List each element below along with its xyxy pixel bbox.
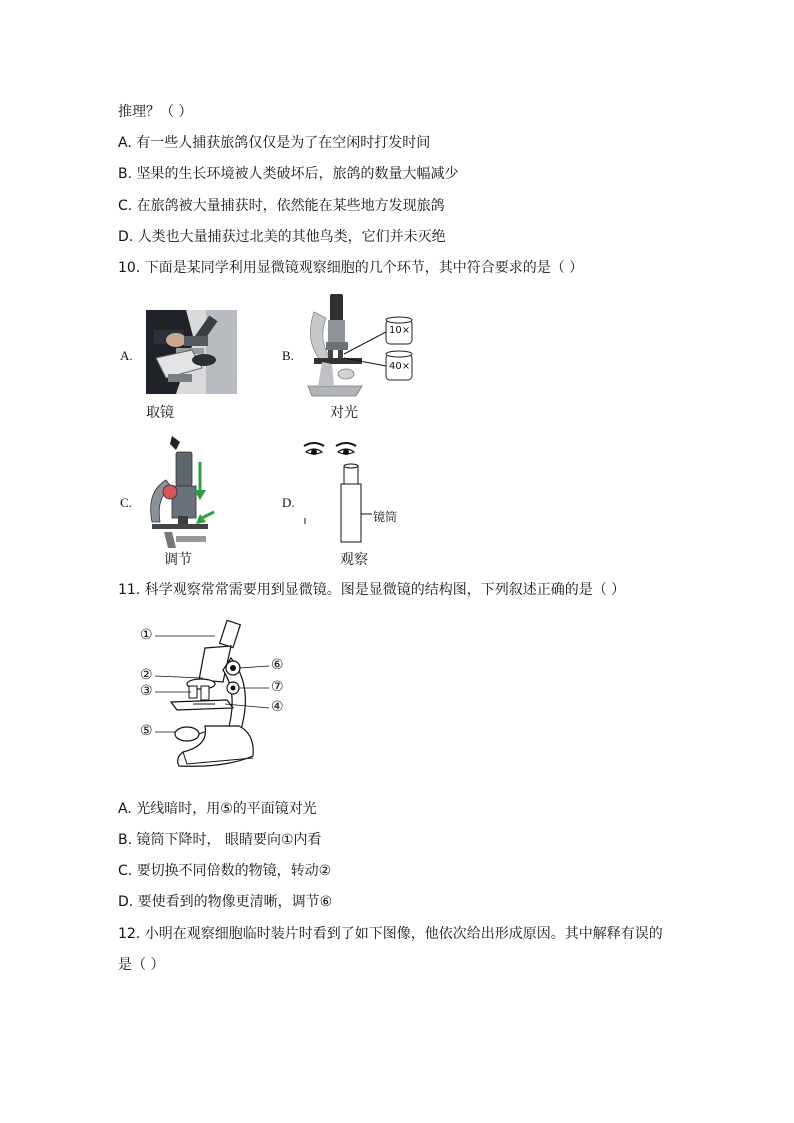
q11-option-b: B. 镜筒下降时， 眼睛要向①内看 (118, 832, 322, 848)
figure-observe (300, 438, 410, 546)
q9-option-d: D. 人类也大量捕获过北美的其他鸟类，它们并未灭绝 (118, 229, 446, 245)
q10-letter-a: A. (120, 348, 133, 363)
q10-letter-d: D. (282, 495, 295, 510)
caption-b: 对光 (330, 405, 358, 421)
q11-option-c: C. 要切换不同倍数的物镜，转动② (118, 863, 332, 879)
q10-stem: 10. 下面是某同学利用显微镜观察细胞的几个环节，其中符合要求的是（ ） (118, 260, 584, 276)
marker-4: ④ (271, 699, 284, 715)
lens-label-40x: 40× (389, 361, 411, 372)
q10-letter-c: C. (120, 495, 132, 510)
q10-letter-b: B. (282, 348, 294, 363)
figure-light-adjust (300, 292, 420, 398)
marker-7: ⑦ (271, 679, 284, 695)
q11-stem: 11. 科学观察常常需要用到显微镜。图是显微镜的结构图，下列叙述正确的是（ ） (118, 582, 626, 598)
q12-stem-line1: 12. 小明在观察细胞临时装片时看到了如下图像，他依次给出形成原因。其中解释有误的 (118, 926, 663, 942)
q9-stem-tail: 推理？（ ） (118, 104, 193, 120)
q9-option-a: A. 有一些人捕获旅鸽仅仅是为了在空闲时打发时间 (118, 135, 431, 151)
caption-a: 取镜 (146, 405, 174, 421)
lens-label-10x: 10× (389, 325, 411, 336)
marker-3: ③ (140, 683, 153, 699)
photo-take-microscope (146, 310, 237, 394)
q11-option-d: D. 要使看到的物像更清晰，调节⑥ (118, 894, 333, 910)
marker-2: ② (140, 667, 153, 683)
marker-6: ⑥ (271, 657, 284, 673)
q9-option-b: B. 坚果的生长环境被人类破坏后，旅鸽的数量大幅减少 (118, 166, 459, 182)
figure-adjust-focus (140, 432, 230, 552)
marker-5: ⑤ (140, 723, 153, 739)
q12-stem-line2: 是（ ） (118, 957, 165, 973)
marker-1: ① (140, 627, 153, 643)
tube-label: 镜筒 (373, 510, 398, 524)
figure-microscope-structure (135, 618, 295, 774)
q9-option-c: C. 在旅鸽被大量捕获时，依然能在某些地方发现旅鸽 (118, 198, 445, 214)
q11-option-a: A. 光线暗时，用⑤的平面镜对光 (118, 801, 317, 817)
caption-d: 观察 (340, 552, 368, 568)
caption-c: 调节 (164, 552, 192, 568)
